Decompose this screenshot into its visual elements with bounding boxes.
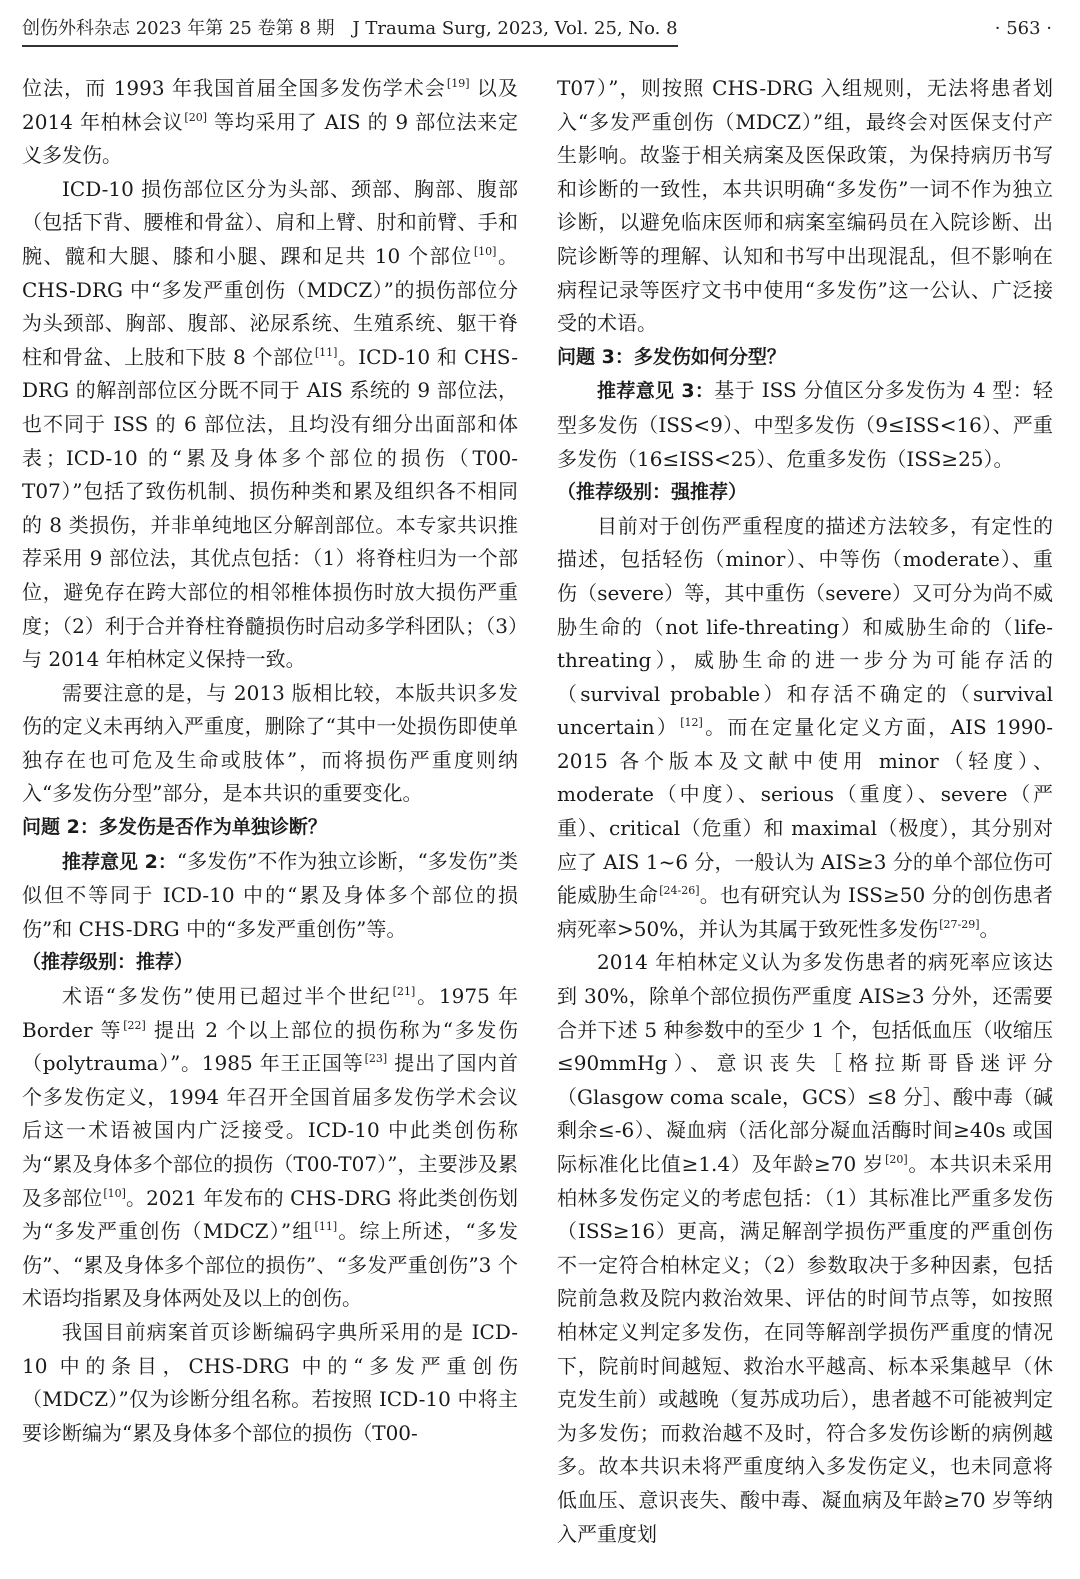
question-heading: 问题 3：多发伤如何分型？ — [557, 345, 786, 368]
journal-citation: 创伤外科杂志 2023 年第 25 卷第 8 期 J Trauma Surg, 2023, Vol. 25, No. 8 — [22, 14, 678, 47]
citation-ref[interactable]: [11] — [314, 345, 338, 359]
citation-ref[interactable]: [19] — [446, 77, 470, 90]
citation-ref[interactable]: [22] — [123, 1018, 146, 1032]
recommendation: 推荐意见 2：“多发伤”不作为独立诊断，“多发伤”类似但不等同于 ICD-10 中的“累及身体多个部位的损伤”和 CHS-DRG 中的“多发严重创伤”等。 — [22, 848, 518, 941]
paragraph: 我国目前病案首页诊断编码字典所采用的是 ICD-10 中的条目，CHS-DRG 中的“多发严重创伤（MDCZ）”仅为诊断分组名称。若按照 ICD-10 中将主要诊断编为“累及身体多个部位的损伤（T00- — [22, 1319, 518, 1445]
paragraph: 目前对于创伤严重程度的描述方法较多，有定性的描述，包括轻伤（minor）、中等伤（moderate）、重伤（severe）等，其中重伤（severe）又可分为尚不威胁生命的（not life-threating）和威胁生命的（life-threating），威胁生命的进一步分为可能存活的（survival probable）和存活不确定的（survival uncertain）[12]。而在定量化定义方面，AIS 1990-2015 各个版本及文献中使用 minor（轻度）、moderate（中度）、serious（重度）、severe（严重）、critical（危重）和 maximal（极度），其分别对应了 AIS 1~6 分，一般认为 AIS≥3 分的单个部位伤可能威胁生命[24-26]。也有研究认为 ISS≥50 分的创伤患者病死率>50%，并认为其属于致死性多发伤[27-29]。 — [557, 513, 1053, 941]
paragraph: 术语“多发伤”使用已超过半个世纪[21]。1975 年 Border 等[22] 提出 2 个以上部位的损伤称为“多发伤（polytrauma）”。1985 年王正国等[23] 提出了国内首个多发伤定义，1994 年召开全国首届多发伤学术会议后这一术语被国内广泛接受。ICD-10 中此类创伤称为“累及身体多个部位的损伤（T00-T07）”，主要涉及累及多部位[10]。2021 年发布的 CHS-DRG 将此类创伤划为“多发严重创伤（MDCZ）”组[11]。综上所述，“多发伤”、“累及身体多个部位的损伤”、“多发严重创伤”3 个术语均指累及身体两处及以上的创伤。 — [22, 984, 518, 1311]
citation-ref[interactable]: [27-29] — [939, 917, 980, 931]
recommendation-level: （推荐级别：强推荐） — [557, 481, 748, 504]
paragraph: 位法，而 1993 年我国首届全国多发伤学术会[19] 以及 2014 年柏林会议[20] 等均采用了 AIS 的 9 部位法来定义多发伤。 — [22, 76, 518, 168]
citation-ref[interactable]: [10] — [103, 1186, 126, 1200]
recommendation-label: 推荐意见 3： — [597, 380, 715, 403]
recommendation-label: 推荐意见 2： — [62, 850, 177, 873]
citation-ref[interactable]: [20] — [184, 110, 208, 124]
right-column — [557, 72, 1053, 1572]
citation-ref[interactable]: [21] — [392, 985, 416, 999]
running-header — [22, 14, 1056, 48]
left-column — [22, 72, 518, 1572]
question-heading: 问题 2：多发伤是否作为单独诊断？ — [22, 816, 327, 839]
recommendation: 推荐意见 3：基于 ISS 分值区分多发伤为 4 型：轻型多发伤（ISS<9）、中型多发伤（9≤ISS<16）、严重多发伤（16≤ISS<25）、危重多发伤（ISS≥25）。 — [557, 378, 1053, 471]
paragraph: ICD-10 损伤部位区分为头部、颈部、胸部、腹部（包括下背、腰椎和骨盆）、肩和上臂、肘和前臂、手和腕、髋和大腿、膝和小腿、踝和足共 10 个部位[10]。CHS-DRG 中“多发严重创伤（MDCZ）”的损伤部位分为头颈部、胸部、腹部、泌尿系统、生殖系统、躯干脊柱和骨盆、上肢和下肢 8 个部位[11]。ICD-10 和 CHS-DRG 的解剖部位区分既不同于 AIS 系统的 9 部位法，也不同于 ISS 的 6 部位法，且均没有细分出面部和体表；ICD-10 的“累及身体多个部位的损伤（T00-T07）”包括了致伤机制、损伤种类和累及组织各不相同的 8 类损伤，并非单纯地区分解剖部位。本专家共识推荐采用 9 部位法，其优点包括：（1）将脊柱归为一个部位，避免存在跨大部位的相邻椎体损伤时放大损伤严重度；（2）利于合并脊柱脊髓损伤时启动多学科团队；（3）与 2014 年柏林定义保持一致。 — [22, 176, 518, 672]
citation-ref[interactable]: [12] — [680, 716, 703, 730]
paragraph: T07）”，则按照 CHS-DRG 入组规则，无法将患者划入“多发严重创伤（MDCZ）”组，最终会对医保支付产生影响。故鉴于相关病案及医保政策，为保持病历书写和诊断的一致性，本共识明确“多发伤”一词不作为独立诊断，以避免临床医师和病案室编码员在入院诊断、出院诊断等的理解、认知和书写中出现混乱，但不影响在病程记录等医疗文书中使用“多发伤”这一公认、广泛接受的术语。 — [557, 76, 1053, 336]
citation-ref[interactable]: [20] — [885, 1153, 908, 1166]
citation-ref[interactable]: [10] — [473, 244, 497, 258]
paragraph: 2014 年柏林定义认为多发伤患者的病死率应该达到 30%，除单个部位损伤严重度 AIS≥3 分外，还需要合并下述 5 种参数中的至少 1 个，包括低血压（收缩压≤90mmHg）、意识丧失［格拉斯哥昏迷评分（Glasgow coma scale，GCS）≤8 分］、酸中毒（碱剩余≤-6）、凝血病（活化部分凝血活酶时间≥40s 或国际标准化比值≥1.4）及年龄≥70 岁[20]。本共识未采用柏林多发伤定义的考虑包括：（1）其标准比严重多发伤（ISS≥16）更高，满足解剖学损伤严重度的严重创伤不一定符合柏林定义；（2）参数取决于多种因素，包括院前急救及院内救治效果、评估的时间节点等，如按照柏林定义判定多发伤，在同等解剖学损伤严重度的情况下，院前时间越短、救治水平越高、标本采集越早（休克发生前）或越晚（复苏成功后），患者越不可能被判定为多发伤；而救治越不及时，符合多发伤诊断的病例越多。故本共识未将严重度纳入多发伤定义，也未同意将低血压、意识丧失、酸中毒、凝血病及年龄≥70 岁等纳入严重度划 — [557, 950, 1053, 1546]
citation-ref[interactable]: [23] — [364, 1052, 388, 1066]
recommendation-level: （推荐级别：推荐） — [22, 951, 194, 974]
paragraph: 需要注意的是，与 2013 版相比较，本版共识多发伤的定义未再纳入严重度，删除了“其中一处损伤即使单独存在也可危及生命或肢体”，而将损伤严重度则纳入“多发伤分型”部分，是本共识的重要变化。 — [22, 680, 518, 806]
page-number: · 563 · — [994, 18, 1052, 39]
citation-ref[interactable]: [24-26] — [659, 884, 700, 898]
citation-ref[interactable]: [11] — [314, 1220, 338, 1234]
